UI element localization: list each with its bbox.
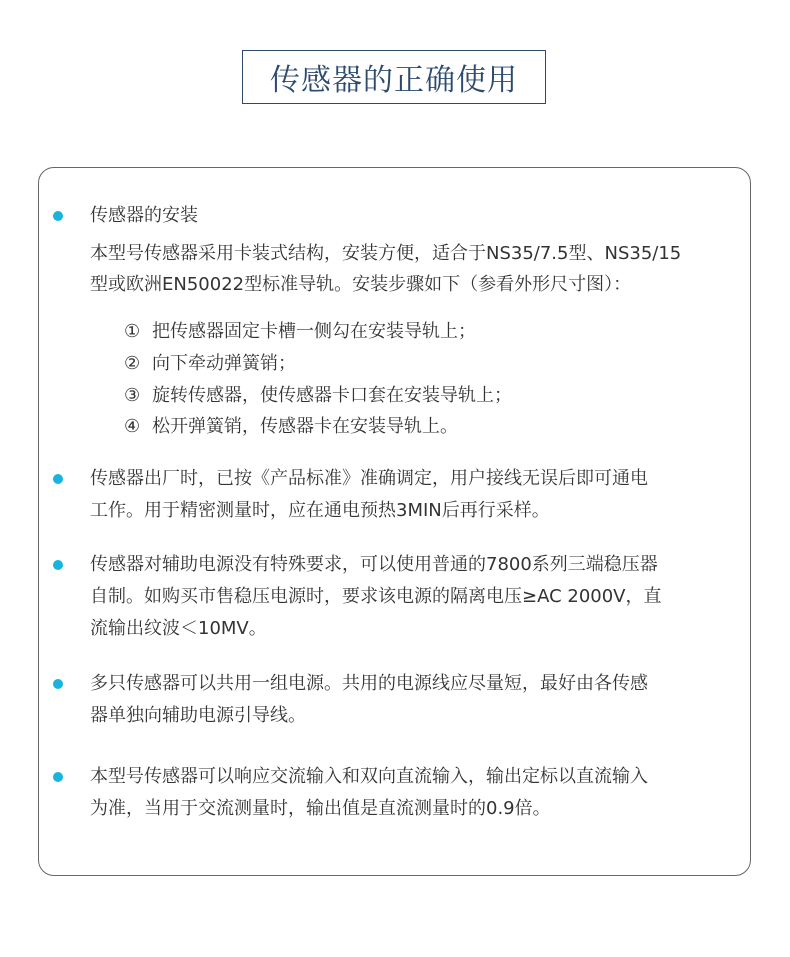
paragraph-line: 器单独向辅助电源引导线。 (90, 705, 306, 726)
paragraph-line: 传感器对辅助电源没有特殊要求，可以使用普通的7800系列三端稳压器 (90, 554, 658, 575)
section-heading: 传感器的安装 (90, 205, 198, 226)
page-title-box (242, 50, 546, 104)
paragraph-line: 型或欧洲EN50022型标准导轨。安装步骤如下（参看外形尺寸图）： (90, 274, 632, 295)
bullet-icon (53, 211, 63, 221)
bullet-icon (53, 474, 63, 484)
step-number: ① (124, 321, 141, 342)
paragraph-line: 本型号传感器采用卡装式结构，安装方便，适合于NS35/7.5型、NS35/15 (90, 243, 682, 264)
bullet-icon (53, 560, 63, 570)
step-number: ② (124, 353, 141, 374)
paragraph-line: 多只传感器可以共用一组电源。共用的电源线应尽量短，最好由各传感 (90, 673, 648, 694)
paragraph-line: 本型号传感器可以响应交流输入和双向直流输入，输出定标以直流输入 (90, 766, 648, 787)
step-number: ④ (124, 416, 141, 437)
install-step (124, 348, 296, 380)
paragraph-line: 流输出纹波＜10MV。 (90, 618, 267, 639)
step-number: ③ (124, 385, 141, 406)
step-text: 把传感器固定卡槽一侧勾在安装导轨上； (152, 321, 476, 342)
paragraph-line: 工作。用于精密测量时，应在通电预热3MIN后再行采样。 (90, 500, 550, 521)
install-step (124, 380, 512, 412)
install-step (124, 411, 458, 443)
paragraph-line: 自制。如购买市售稳压电源时，要求该电源的隔离电压≥AC 2000V，直 (90, 586, 662, 607)
content-card (38, 167, 751, 876)
bullet-icon (53, 679, 63, 689)
step-text: 向下牵动弹簧销； (152, 353, 296, 374)
page-title: 传感器的正确使用 (270, 63, 518, 98)
paragraph-line: 为准，当用于交流测量时，输出值是直流测量时的0.9倍。 (90, 798, 551, 819)
install-step (124, 316, 476, 348)
paragraph-line: 传感器出厂时，已按《产品标准》准确调定，用户接线无误后即可通电 (90, 468, 648, 489)
step-text: 松开弹簧销，传感器卡在安装导轨上。 (152, 416, 458, 437)
bullet-icon (53, 772, 63, 782)
step-text: 旋转传感器，使传感器卡口套在安装导轨上； (152, 385, 512, 406)
